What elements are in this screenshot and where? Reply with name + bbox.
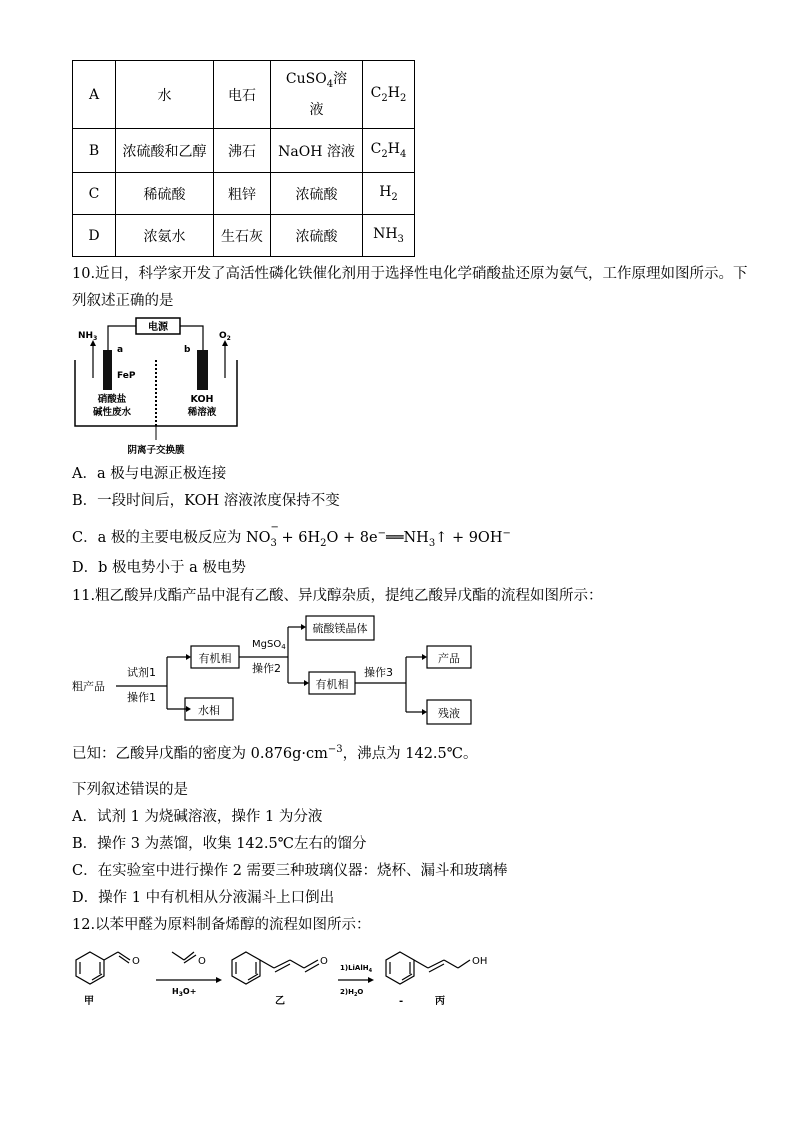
right-solution-line2: 稀溶液 (187, 407, 217, 418)
purification-flowchart (72, 610, 482, 730)
q10-option-c: C．a 极的主要电极反应为 NO − $_3 + 6H_2O$ + $8e^-══NH_3↑ + 9OH^-$ (72, 522, 511, 549)
q11-option-d: D．操作 1 中有机相从分液漏斗上口倒出 (72, 890, 335, 906)
op1-label: 操作1 (127, 691, 156, 704)
crude-product-label: 粗产品 (72, 680, 105, 693)
hydroxyl-label: OH (472, 956, 488, 967)
q12-stem: 12.以苯甲醛为原料制备烯醇的流程如图所示： (72, 917, 371, 933)
reagent1-label: 试剂1 (127, 666, 156, 679)
reagent-table (72, 60, 415, 257)
reaction-scheme (72, 938, 502, 1014)
arrowhead (301, 624, 306, 630)
compound-bing-label: 丙 (435, 996, 445, 1007)
cell: 水 (116, 61, 214, 129)
benzaldehyde-structure (76, 952, 130, 984)
oxygen-label: O (198, 956, 206, 967)
crystal-label: 硫酸镁晶体 (312, 622, 368, 635)
row-label: D (73, 215, 116, 257)
organic-phase-2-label: 有机相 (315, 678, 349, 691)
electrode-a (103, 350, 112, 390)
cinnamyl-alcohol-structure (386, 952, 470, 984)
q10-stem-line1: 10.近日，科学家开发了高活性磷化铁催化剂用于选择性电化学硝酸盐还原为氨气，工作原理如图所示。下 (72, 266, 748, 282)
water-step-label: $2)H_2O$ (340, 988, 364, 998)
nh3-label: $NH_3$ (78, 331, 98, 342)
arrowhead (422, 654, 427, 660)
oxygen-label: O (320, 956, 328, 967)
cell: 浓氨水 (116, 215, 214, 257)
oxygen-label: O (132, 956, 140, 967)
right-solution-line1: KOH (190, 394, 214, 405)
left-solution-line1: 硝酸盐 (97, 394, 127, 405)
left-solution-line2: 碱性废水 (92, 407, 132, 418)
cell: 浓硫酸 (271, 215, 363, 257)
membrane-label: 阴离子交换膜 (127, 445, 185, 456)
cinnamaldehyde-structure (232, 952, 319, 984)
cell: $C_2H_4$ (363, 129, 415, 173)
compound-jia-label: 甲 (84, 996, 94, 1007)
cell: 沸石 (214, 129, 271, 173)
op2-label: 操作2 (252, 662, 281, 675)
arrowhead (186, 654, 191, 660)
h3o-label: $H_3O+$ (172, 987, 197, 998)
q11-stem: 11.粗乙酸异戊酯产品中混有乙酸、异戊醇杂质，提纯乙酸异戊酯的流程如图所示： (72, 588, 603, 604)
table-row (73, 129, 415, 173)
cell: 生石灰 (214, 215, 271, 257)
cell: CuSO$_4$溶 液 (271, 61, 363, 129)
residue-label: 残液 (438, 707, 460, 720)
arrowhead (216, 977, 222, 983)
q10-stem-line2: 列叙述正确的是 (72, 293, 174, 309)
compound-yi-label: 乙 (275, 996, 285, 1007)
cell: $H_2$ (363, 173, 415, 215)
mgso4-label: MgSO$_4$ (252, 639, 286, 651)
cell: 粗锌 (214, 173, 271, 215)
arrowhead (186, 706, 191, 712)
electrode-b-label: b (184, 345, 191, 355)
q11-ask: 下列叙述错误的是 (72, 782, 188, 798)
cell: 浓硫酸 (271, 173, 363, 215)
arrowhead (304, 680, 309, 686)
row-label: A (73, 61, 116, 129)
o2-label: $O_2$ (219, 331, 231, 342)
q11-option-a: A．试剂 1 为烧碱溶液，操作 1 为分液 (72, 809, 323, 825)
arrowhead (368, 977, 374, 983)
lialh4-label: 1)LiAlH$_4$ (340, 964, 373, 974)
row-label: B (73, 129, 116, 173)
q10-option-a: A．a 极与电源正极连接 (72, 466, 227, 482)
table-row (73, 173, 415, 215)
q11-option-b: B．操作 3 为蒸馏，收集 142.5℃左右的馏分 (72, 836, 367, 852)
fep-label: FeP (117, 371, 136, 381)
op3-label: 操作3 (364, 666, 393, 679)
cell: $NH_3$ (363, 215, 415, 257)
electrode-a-label: a (117, 345, 124, 355)
table-row (73, 215, 415, 257)
q11-known: 已知：乙酸异戊酯的密度为 $0.876g\cdot cm^{-3}$，沸点为 142.5℃。 (72, 744, 478, 762)
electrode-b (197, 350, 208, 390)
cell: 稀硫酸 (116, 173, 214, 215)
power-label: 电源 (148, 322, 168, 333)
q10-option-d: D．b 极电势小于 a 极电势 (72, 560, 246, 576)
acetaldehyde-structure (172, 952, 196, 963)
water-phase-label: 水相 (198, 704, 220, 717)
arrowhead (422, 709, 427, 715)
electrolysis-diagram (72, 314, 252, 460)
q11-option-c: C．在实验室中进行操作 2 需要三种玻璃仪器：烧杯、漏斗和玻璃棒 (72, 863, 508, 879)
row-label: C (73, 173, 116, 215)
cell: 电石 (214, 61, 271, 129)
product-label: 产品 (438, 652, 460, 665)
cell: 浓硫酸和乙醇 (116, 129, 214, 173)
table-row (73, 61, 415, 129)
q10-option-b: B．一段时间后，KOH 溶液浓度保持不变 (72, 493, 340, 509)
dash-mark: - (399, 996, 404, 1007)
cell: $C_2H_2$ (363, 61, 415, 129)
cell: NaOH 溶液 (271, 129, 363, 173)
organic-phase-1-label: 有机相 (198, 652, 232, 665)
